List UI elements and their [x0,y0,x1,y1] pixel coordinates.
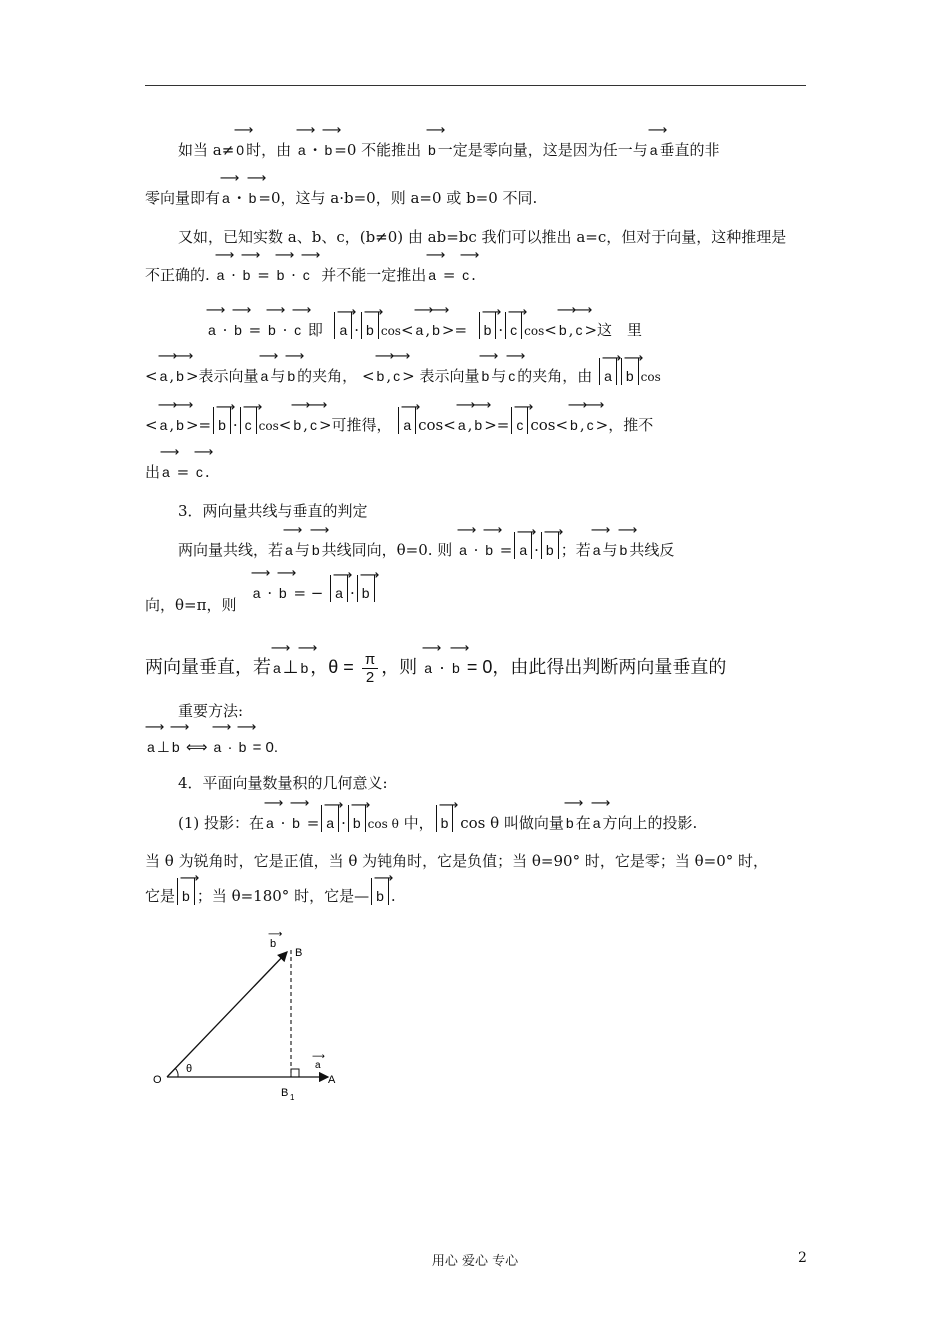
text-line: 如当 a≠⟶ 0 时，由 ⟶ a · ⟶ b =0 不能推出 ⟶ b 一定是零向量，这是因为任一与⟶ a 垂直的非 [178,130,720,161]
label-point-B: B [295,947,303,959]
text-line: (1) 投影：在⟶ a · ⟶ b =⟶ a ·⟶ b cos θ 中，⟶ b cos θ 叫做向量⟶ b 在⟶ a 方向上的投影. [178,803,697,835]
section-heading: 4．平面向量数量积的几何意义: [178,774,388,792]
fraction-pi-over-2: $\frac{\pi}{2}$ [362,651,378,686]
vector-b-line [167,952,287,1077]
angle-arc [175,1068,178,1077]
text-line: ⟶ a ⊥⟶ b ⟺ ⟶ a · ⟶ b = 0. [145,727,278,759]
text-line: 出⟶ a = ⟶ c . [145,452,210,483]
text-line: 它是⟶ b ；当 θ=180° 时，它是—⟶ b . [145,878,396,907]
text-line: 又如，已知实数 a、b、c，(b≠0) 由 ab=bc 我们可以推出 a=c，但对于向量，这种推理是 [178,228,787,246]
label-theta: θ [186,1063,193,1075]
arrow-over-a: ⟶ [312,1051,325,1061]
text-line: 向，θ=π，则 ⟶ a · ⟶ b = − ⟶ a ·⟶ b [145,585,377,616]
text-line: 当 θ 为锐角时，它是正值，当 θ 为钝角时，它是负值；当 θ=90° 时，它是零；当 θ=0° 时， [145,852,769,870]
text-line: 两向量垂直，若⟶ a ⊥⟶ b ，θ = $\frac{\pi}{2}$ ，则 ⟶ a · ⟶ b = 0，由此得出判断两向量垂直的 [145,648,726,686]
page-number: 2 [798,1250,807,1266]
label-point-B1-subscript: 1 [290,1093,295,1102]
label-origin-O: O [153,1074,162,1086]
arrow-over-b: ⟶ [268,929,283,940]
text-line: 两向量共线，若⟶ a 与⟶ b 共线同向，θ=0. 则 ⟶ a · ⟶ b =⟶ a ·⟶ b ；若⟶ a 与⟶ b 共线反 [178,530,674,561]
text-line: 零向量即有⟶ a · ⟶ b =0，这与 a·b=0，则 a=0 或 b=0 不同. [145,178,537,209]
section-heading: 3．两向量共线与垂直的判定 [178,502,368,520]
text-line: <⟶ a ,⟶ b >=⟶ b ·⟶ c cos<⟶ b ,⟶ c >可推得， ⟶ a cos<⟶ a ,⟶ b >=⟶ c cos<⟶ b ,⟶ c >，推不 [145,405,653,437]
header-rule [145,85,806,86]
label-point-B1: B [281,1087,289,1099]
text-line: 不正确的. ⟶ a · ⟶ b = ⟶ b · ⟶ c 并不能一定推出⟶ a = ⟶ c . [145,255,476,286]
label-vector-a: a [315,1060,321,1071]
text-line: <⟶ a ,⟶ b >表示向量⟶ a 与⟶ b 的夹角， <⟶ b ,⟶ c > 表示向量⟶ b 与⟶ c 的夹角，由 ⟶ a⟶ b cos [145,356,661,388]
text-line: ⟶ a · ⟶ b = ⟶ b · ⟶ c 即 ⟶ a ·⟶ b cos<⟶ a ,⟶ b >= ⟶ b ·⟶ c cos<⟶ b ,⟶ c >这 里 [206,310,642,342]
label-vector-b: b [270,938,277,950]
footer-text: 用心 爱心 专心 [431,1254,519,1269]
label-point-A: A [328,1074,336,1086]
projection-diagram [140,925,360,1110]
text-line: 重要方法: [178,702,244,720]
right-angle-mark [291,1069,299,1077]
